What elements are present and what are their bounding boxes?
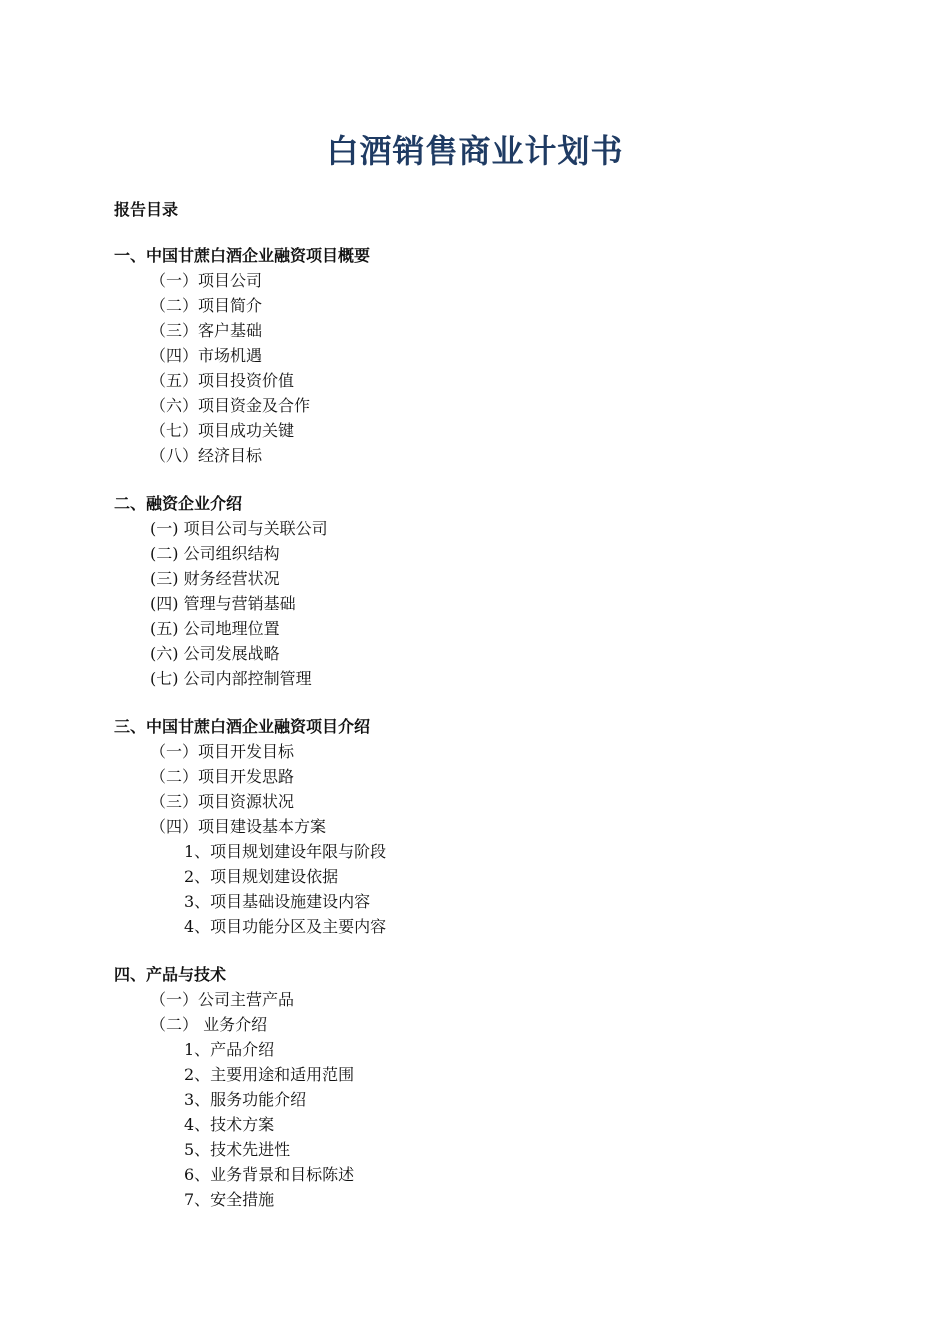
toc-subitem: 6、业务背景和目标陈述	[184, 1165, 355, 1184]
toc-item: （一）项目开发目标	[150, 742, 295, 761]
toc-subitem: 3、项目基础设施建设内容	[184, 892, 371, 911]
table-of-contents	[114, 243, 874, 1235]
toc-subitem: 1、项目规划建设年限与阶段	[184, 842, 387, 861]
document-title: 白酒销售商业计划书	[326, 132, 624, 170]
toc-item: (二) 公司组织结构	[150, 544, 280, 563]
toc-section-3	[114, 714, 874, 939]
toc-item: （八）经济目标	[150, 446, 263, 465]
toc-item: （二）项目开发思路	[150, 767, 295, 786]
toc-item: (四) 管理与营销基础	[150, 594, 296, 613]
toc-subitem: 3、服务功能介绍	[184, 1090, 307, 1109]
toc-section-2	[114, 491, 874, 691]
toc-item: （四）项目建设基本方案	[150, 817, 327, 836]
toc-heading: 报告目录	[114, 200, 179, 219]
toc-item: （六）项目资金及合作	[150, 396, 311, 415]
toc-section-1	[114, 243, 874, 468]
toc-item: （七）项目成功关键	[150, 421, 295, 440]
toc-item: （三）客户基础	[150, 321, 263, 340]
toc-subitem: 4、技术方案	[184, 1115, 275, 1134]
toc-subitem: 7、安全措施	[184, 1190, 275, 1209]
toc-item: (一) 项目公司与关联公司	[150, 519, 328, 538]
toc-section-title: 二、融资企业介绍	[114, 494, 243, 513]
toc-item: (七) 公司内部控制管理	[150, 669, 312, 688]
toc-section-title: 三、中国甘蔗白酒企业融资项目介绍	[114, 717, 371, 736]
toc-item: (五) 公司地理位置	[150, 619, 280, 638]
toc-item: （五）项目投资价值	[150, 371, 295, 390]
toc-item: (三) 财务经营状况	[150, 569, 280, 588]
toc-item: （一）公司主营产品	[150, 990, 295, 1009]
toc-section-title: 四、产品与技术	[114, 965, 227, 984]
toc-subitem: 5、技术先进性	[184, 1140, 291, 1159]
toc-item: （一）项目公司	[150, 271, 263, 290]
toc-item: (六) 公司发展战略	[150, 644, 280, 663]
toc-subitem: 1、产品介绍	[184, 1040, 275, 1059]
toc-section-4	[114, 962, 874, 1212]
toc-section-title: 一、中国甘蔗白酒企业融资项目概要	[114, 246, 371, 265]
toc-subitem: 2、主要用途和适用范围	[184, 1065, 355, 1084]
toc-item: （二） 业务介绍	[150, 1015, 268, 1034]
toc-item: （二）项目简介	[150, 296, 263, 315]
toc-item: （三）项目资源状况	[150, 792, 295, 811]
toc-subitem: 2、项目规划建设依据	[184, 867, 339, 886]
toc-subitem: 4、项目功能分区及主要内容	[184, 917, 387, 936]
toc-item: （四）市场机遇	[150, 346, 263, 365]
